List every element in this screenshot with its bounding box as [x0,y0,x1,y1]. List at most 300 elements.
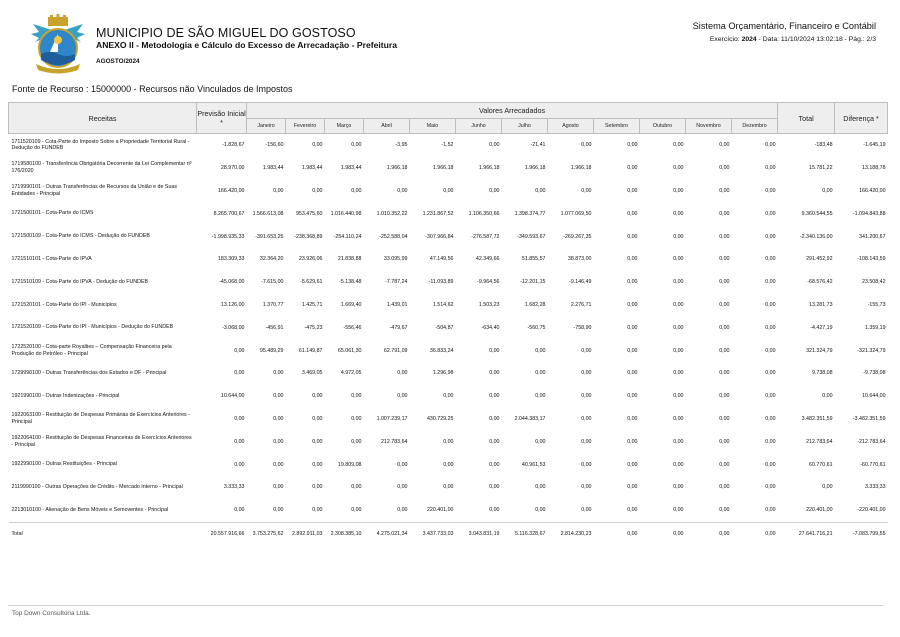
difference-value: 166.420,00 [859,187,886,194]
header-previsao-inicial: Previsão Inicial * [197,103,247,134]
monthly-collected-value: 1.439,01 [386,301,408,308]
monthly-collected-value: 1.503,23 [478,301,500,308]
header-month: Novembro [686,119,732,134]
monthly-collected-value: 0,00 [312,461,323,468]
table-row [9,248,888,271]
monthly-collected-value: 0,00 [627,461,638,468]
monthly-collected-value: -504,87 [435,324,454,331]
monthly-collected-value: 0,00 [765,210,776,217]
monthly-collected-value: 0,00 [581,187,592,194]
header-month: Agosto [548,119,594,134]
monthly-collected-value: 0,00 [351,187,362,194]
revenue-description: 2213010100 - Alienação de Bens Móveis e Semoventes - Principal [11,506,169,513]
initial-forecast-value: 8.265.700,67 [213,210,245,217]
monthly-collected-value: 0,00 [765,142,776,149]
date-page-info: - Data: 11/10/2024 13:02:18 - Pág.: 2/3 [758,36,876,43]
monthly-collected-value: -349.593,67 [517,233,546,240]
difference-value: 10.644,00 [862,393,886,400]
monthly-collected-value: 62.791,09 [383,347,408,354]
monthly-collected-value: 0,00 [765,393,776,400]
revenue-description: 1719990101 - Outras Transferências de Recursos da União e de Suas Entidades - Principal [11,184,177,197]
monthly-collected-value: 0,00 [765,324,776,331]
monthly-collected-value: 0,00 [627,187,638,194]
monthly-collected-value: 0,00 [719,461,730,468]
monthly-collected-value: 1.231.867,52 [422,210,454,217]
monthly-collected-value: -21,41 [530,142,546,149]
monthly-collected-value: 1.983,44 [262,165,284,172]
monthly-collected-value: 1.566.613,08 [252,210,284,217]
monthly-collected-value: 0,00 [273,370,284,377]
monthly-collected-value: 1.669,40 [340,301,362,308]
monthly-collected-value: 0,00 [673,233,684,240]
table-row [9,316,888,339]
monthly-collected-value: 19.809,08 [337,461,362,468]
initial-forecast-value: 166.420,00 [217,187,245,194]
monthly-collected-value: -307.966,84 [425,233,454,240]
monthly-collected-value: -1,52 [441,142,454,149]
monthly-collected-value: 0,00 [627,415,638,422]
header-month: Outubro [640,119,686,134]
monthly-collected-value: -7.787,24 [385,279,408,286]
monthly-collected-value: 0,00 [581,393,592,400]
monthly-collected-value: 0,00 [489,507,500,514]
header-total: Total [778,103,835,134]
difference-value: -7.083.799,55 [835,522,888,546]
monthly-collected-value: 0,00 [312,187,323,194]
monthly-collected-value: 0,00 [673,438,684,445]
monthly-collected-value: 0,00 [535,187,546,194]
monthly-collected-value: 0,00 [673,507,684,514]
monthly-collected-value: 47.149,56 [429,256,454,263]
monthly-collected-value: 1.966,18 [570,165,592,172]
monthly-collected-value: 0,00 [627,507,638,514]
monthly-collected-value: 0,00 [719,507,730,514]
monthly-collected-value: 0,00 [351,142,362,149]
header-receitas: Receitas [9,103,197,134]
header-month: Abril [364,119,410,134]
monthly-collected-value: 0,00 [273,393,284,400]
monthly-collected-value: 0,00 [765,233,776,240]
table-row [9,453,888,476]
monthly-collected-value: 0,00 [535,507,546,514]
initial-forecast-value: 183.309,33 [217,256,245,263]
revenue-description: 1721520109 - Cota-Parte do IPI - Municípios - Dedução do FUNDEB [11,324,174,331]
monthly-collected-value: 0,00 [627,393,638,400]
monthly-collected-value: 2.814.230,23 [548,522,594,546]
table-row [9,476,888,499]
initial-forecast-value: -1.828,67 [222,142,245,149]
monthly-collected-value: 0,00 [719,279,730,286]
monthly-collected-value: 0,00 [719,233,730,240]
monthly-collected-value: 0,00 [489,415,500,422]
table-row [9,157,888,180]
monthly-collected-value: 0,00 [719,256,730,263]
monthly-collected-value: 0,00 [673,324,684,331]
header-month: Julho [502,119,548,134]
monthly-collected-value: 212.783,64 [380,438,408,445]
monthly-collected-value: 0,00 [397,507,408,514]
monthly-collected-value: 1.514,62 [432,301,454,308]
difference-value: -1.645,19 [863,142,886,149]
difference-value: -9.738,08 [863,370,886,377]
total-value: -4.427,19 [810,324,833,331]
difference-value: 23.508,42 [862,279,886,286]
header-month: Fevereiro [286,119,325,134]
monthly-collected-value: 220.401,00 [426,507,454,514]
monthly-collected-value: -11.093,89 [428,279,454,286]
monthly-collected-value: 0,00 [673,187,684,194]
monthly-collected-value: 0,00 [489,370,500,377]
total-value: 27.641.716,21 [778,522,835,546]
monthly-collected-value: -9.964,56 [477,279,500,286]
table-row [9,430,888,453]
revenue-description: 1922063100 - Restituição de Despesas Primárias de Exercícios Anteriores - Principal [11,412,190,425]
monthly-collected-value: 0,00 [273,415,284,422]
monthly-collected-value: -634,40 [481,324,500,331]
monthly-collected-value: 0,00 [312,438,323,445]
monthly-collected-value: 0,00 [673,347,684,354]
monthly-collected-value: 1.425,71 [301,301,323,308]
monthly-collected-value: 0,00 [673,142,684,149]
initial-forecast-value: 28.970,00 [220,165,245,172]
initial-forecast-value: -1.998.935,33 [211,233,245,240]
total-value: 15.781,22 [809,165,833,172]
monthly-collected-value: 1.966,18 [386,165,408,172]
monthly-collected-value: 0,00 [765,301,776,308]
revenue-description: 1721510101 - Cota-Parte do IPVA [11,255,92,262]
monthly-collected-value: 0,00 [489,142,500,149]
monthly-collected-value: 3.753.275,62 [247,522,286,546]
monthly-collected-value: 0,00 [627,165,638,172]
monthly-collected-value: 0,00 [627,301,638,308]
revenue-description: 1711520109 - Cota-Parte do Imposto Sobre a Propriedade Territorial Rural - Dedução do FUNDEB [11,138,190,152]
total-value: 0,00 [822,187,833,194]
initial-forecast-value: 0,00 [234,370,245,377]
monthly-collected-value: -5.629,61 [300,279,323,286]
monthly-collected-value: 0,00 [581,461,592,468]
table-row [9,294,888,317]
table-row [9,271,888,294]
monthly-collected-value: 0,00 [627,279,638,286]
monthly-collected-value: 0,00 [673,370,684,377]
monthly-collected-value: 3.469,05 [301,370,323,377]
monthly-collected-value: 430.729,25 [426,415,454,422]
monthly-collected-value: 0,00 [312,484,323,491]
monthly-collected-value: 0,00 [765,484,776,491]
monthly-collected-value: 0,00 [627,370,638,377]
monthly-collected-value: 0,00 [719,484,730,491]
total-value: 291.452,92 [806,256,833,263]
total-value: 212.783,64 [806,438,833,445]
monthly-collected-value: 23.926,06 [298,256,323,263]
header-month: Dezembro [732,119,778,134]
monthly-collected-value: 1.983,44 [340,165,362,172]
monthly-collected-value: -456,91 [265,324,284,331]
monthly-collected-value: 0,00 [765,438,776,445]
monthly-collected-value: 2.892.911,03 [286,522,325,546]
monthly-collected-value: 0,00 [673,256,684,263]
revenue-description: 1721500101 - Cota-Parte do ICMS [11,210,94,217]
monthly-collected-value: 0,00 [673,210,684,217]
revenue-description: Total [9,522,197,546]
initial-forecast-value: -3.068,00 [222,324,245,331]
monthly-collected-value: -5.138,48 [339,279,362,286]
monthly-collected-value: 0,00 [581,370,592,377]
revenue-description: 1922990100 - Outras Restituições - Principal [11,461,117,468]
monthly-collected-value: -479,67 [389,324,408,331]
monthly-collected-value: -156,60 [265,142,284,149]
monthly-collected-value: 0,00 [489,438,500,445]
total-value: 220.401,00 [806,507,833,514]
monthly-collected-value: 5.116.328,67 [502,522,548,546]
monthly-collected-value: -254.110,24 [333,233,362,240]
monthly-collected-value: 0,00 [765,165,776,172]
monthly-collected-value: 40.961,53 [521,461,546,468]
monthly-collected-value: 2.044.383,17 [514,415,546,422]
initial-forecast-value: 0,00 [234,461,245,468]
monthly-collected-value: 0,00 [719,210,730,217]
monthly-collected-value: 0,00 [673,165,684,172]
total-value: 0,00 [822,393,833,400]
initial-forecast-value: 0,00 [234,415,245,422]
monthly-collected-value: 0,00 [673,415,684,422]
monthly-collected-value: 0,00 [273,187,284,194]
monthly-collected-value: 0,00 [351,507,362,514]
monthly-collected-value: 0,00 [640,522,686,546]
header-month: Maio [410,119,456,134]
monthly-collected-value: -391.653,25 [255,233,284,240]
monthly-collected-value: 0,00 [765,279,776,286]
monthly-collected-value: 0,00 [627,210,638,217]
revenue-description: 1921990100 - Outras Indenizações - Principal [11,392,120,399]
monthly-collected-value: 51.855,57 [521,256,546,263]
monthly-collected-value: 0,00 [581,142,592,149]
monthly-collected-value: 0,00 [312,393,323,400]
header-diferenca: Diferença * [835,103,888,134]
monthly-collected-value: 0,00 [673,393,684,400]
monthly-collected-value: 36.833,24 [429,347,454,354]
monthly-collected-value: 1.682,28 [524,301,546,308]
monthly-collected-value: 3.437.733,03 [410,522,456,546]
monthly-collected-value: 0,00 [581,438,592,445]
difference-value: 341.200,67 [859,233,886,240]
monthly-collected-value: 0,00 [719,438,730,445]
monthly-collected-value: -3,95 [395,142,408,149]
monthly-collected-value: 0,00 [397,461,408,468]
monthly-collected-value: 0,00 [351,393,362,400]
total-value: 9.738,08 [811,370,833,377]
monthly-collected-value: 0,00 [719,347,730,354]
monthly-collected-value: 0,00 [581,347,592,354]
monthly-collected-value: -475,23 [304,324,323,331]
difference-value: -1.094.843,88 [852,210,886,217]
total-value: 9.360.544,55 [801,210,833,217]
header-month: Junho [456,119,502,134]
monthly-collected-value: 0,00 [489,461,500,468]
monthly-collected-value: 0,00 [397,393,408,400]
header-month: Março [325,119,364,134]
monthly-collected-value: 0,00 [673,301,684,308]
revenue-description: 1721500109 - Cota-Parte do ICMS - Dedução do FUNDEB [11,233,150,240]
monthly-collected-value: 32.364,20 [259,256,284,263]
monthly-collected-value: 0,00 [594,522,640,546]
total-value: 3.482.351,59 [801,415,833,422]
monthly-collected-value: 0,00 [312,142,323,149]
monthly-collected-value: 1.966,18 [478,165,500,172]
monthly-collected-value: 0,00 [489,347,500,354]
total-value: 13.281,73 [809,301,833,308]
monthly-collected-value: -7.615,00 [261,279,284,286]
monthly-collected-value: -252.588,04 [379,233,408,240]
monthly-collected-value: 0,00 [397,484,408,491]
monthly-collected-value: 0,00 [673,461,684,468]
monthly-collected-value: 42.349,66 [475,256,500,263]
total-value: -183,48 [814,142,833,149]
monthly-collected-value: 0,00 [627,324,638,331]
report-header [0,0,900,80]
difference-value: 13.188,78 [862,165,886,172]
monthly-collected-value: 0,00 [627,484,638,491]
monthly-collected-value: -9.146,49 [569,279,592,286]
monthly-collected-value: 1.296,98 [432,370,454,377]
exercise-year: 2024 [741,36,757,43]
initial-forecast-value: 20.557.916,66 [197,522,247,546]
table-row [9,362,888,385]
monthly-collected-value: 1.398.374,77 [514,210,546,217]
monthly-collected-value: 1.983,44 [301,165,323,172]
monthly-collected-value: 21.838,88 [337,256,362,263]
monthly-collected-value: 0,00 [351,415,362,422]
revenue-description: 1721510109 - Cota-Parte do IPVA - Dedução do FUNDEB [11,278,149,285]
revenue-description: 1722520100 - Cota-parte Royalties – Compensação Financeira pela Produção do Petróleo - Principal [11,343,172,357]
monthly-collected-value: -276.587,72 [471,233,500,240]
monthly-collected-value: 0,00 [489,187,500,194]
exercise-label: Exercício: [709,36,740,43]
monthly-collected-value: 0,00 [397,370,408,377]
monthly-collected-value: 0,00 [673,484,684,491]
monthly-collected-value: 1.966,18 [524,165,546,172]
monthly-collected-value: 0,00 [443,438,454,445]
monthly-collected-value: 2.308.385,10 [325,522,364,546]
monthly-collected-value: 0,00 [535,438,546,445]
difference-value: -3.482.351,59 [852,415,886,422]
monthly-collected-value: -758,90 [573,324,592,331]
monthly-collected-value: 0,00 [581,415,592,422]
monthly-collected-value: 0,00 [443,187,454,194]
monthly-collected-value: 4.275.021,34 [364,522,410,546]
monthly-collected-value: 0,00 [627,438,638,445]
table-row [9,180,888,203]
monthly-collected-value: 0,00 [765,347,776,354]
monthly-collected-value: 38.873,00 [567,256,592,263]
header-valores-arrecadados: Valores Arrecadados [247,103,778,119]
monthly-collected-value: -560,75 [527,324,546,331]
table-row [9,202,888,225]
monthly-collected-value: 0,00 [765,187,776,194]
header-month: Janeiro [247,119,286,134]
municipal-coat-of-arms-logo [27,14,89,76]
monthly-collected-value: 0,00 [627,347,638,354]
monthly-collected-value: 0,00 [765,370,776,377]
difference-value: -212.783,64 [857,438,886,445]
total-value: 60.770,61 [809,461,833,468]
initial-forecast-value: 0,00 [234,347,245,354]
monthly-collected-value: 0,00 [535,393,546,400]
monthly-collected-value: 1.966,18 [432,165,454,172]
total-row [9,522,888,546]
total-value: 0,00 [822,484,833,491]
difference-value: 3.333,33 [864,484,886,491]
monthly-collected-value: 0,00 [627,256,638,263]
monthly-collected-value: 1.370,77 [262,301,284,308]
municipality-name: MUNICIPIO DE SÃO MIGUEL DO GOSTOSO [96,26,356,40]
monthly-collected-value: 0,00 [273,484,284,491]
difference-value: -220.401,00 [857,507,886,514]
total-value: -68.576,42 [807,279,833,286]
monthly-collected-value: 0,00 [397,187,408,194]
monthly-collected-value: 65.061,30 [337,347,362,354]
monthly-collected-value: 0,00 [351,484,362,491]
revenue-description: 2119990100 - Outras Operações de Crédito - Mercado Interno - Principal [11,483,183,490]
monthly-collected-value: 33.095,99 [383,256,408,263]
initial-forecast-value: 13.126,00 [220,301,245,308]
monthly-collected-value: 61.149,87 [298,347,323,354]
resource-source-title: Fonte de Recurso : 15000000 - Recursos não Vinculados de Impostos [12,84,293,94]
system-name: Sistema Orçamentário, Financeiro e Contábil [692,21,876,31]
monthly-collected-value: 0,00 [581,507,592,514]
initial-forecast-value: 3.333,33 [223,484,245,491]
monthly-collected-value: -556,46 [343,324,362,331]
revenue-description: 1922064100 - Restituição de Despesas Financeiras de Exercícios Anteriores - Principal [11,434,192,448]
monthly-collected-value: 0,00 [273,438,284,445]
total-value: -2.340.136,00 [799,233,833,240]
monthly-collected-value: 0,00 [765,256,776,263]
monthly-collected-value: 0,00 [719,415,730,422]
monthly-collected-value: 0,00 [719,393,730,400]
monthly-collected-value: 0,00 [535,370,546,377]
monthly-collected-value: 0,00 [312,507,323,514]
total-value: 321.324,79 [806,347,833,354]
monthly-collected-value: 0,00 [765,461,776,468]
difference-value: -60.770,61 [860,461,886,468]
monthly-collected-value: 1.007.239,17 [376,415,408,422]
monthly-collected-value: 1.010.352,22 [376,210,408,217]
header-month: Setembro [594,119,640,134]
monthly-collected-value: 0,00 [535,347,546,354]
monthly-collected-value: 95.489,29 [259,347,284,354]
difference-value: -155,73 [867,301,886,308]
monthly-collected-value: 0,00 [686,522,732,546]
monthly-collected-value: 0,00 [719,187,730,194]
monthly-collected-value: 0,00 [351,438,362,445]
difference-value: 1.359,19 [864,324,886,331]
monthly-collected-value: 0,00 [765,507,776,514]
initial-forecast-value: 10.644,00 [220,393,245,400]
monthly-collected-value: 0,00 [765,415,776,422]
footer-divider [8,605,883,606]
table-row [9,385,888,408]
monthly-collected-value: 953.475,60 [295,210,323,217]
monthly-collected-value: -12.201,15 [520,279,546,286]
report-period: AGOSTO/2024 [96,58,140,65]
revenue-description: 1721520101 - Cota-Parte do IPI - Municípios [11,301,117,308]
monthly-collected-value: -269.267,35 [563,233,592,240]
monthly-collected-value: 3.043.831,19 [456,522,502,546]
revenue-table [8,102,888,546]
difference-value: -321.324,79 [857,347,886,354]
difference-value: -108.143,59 [857,256,886,263]
monthly-collected-value: 2.276,71 [570,301,592,308]
